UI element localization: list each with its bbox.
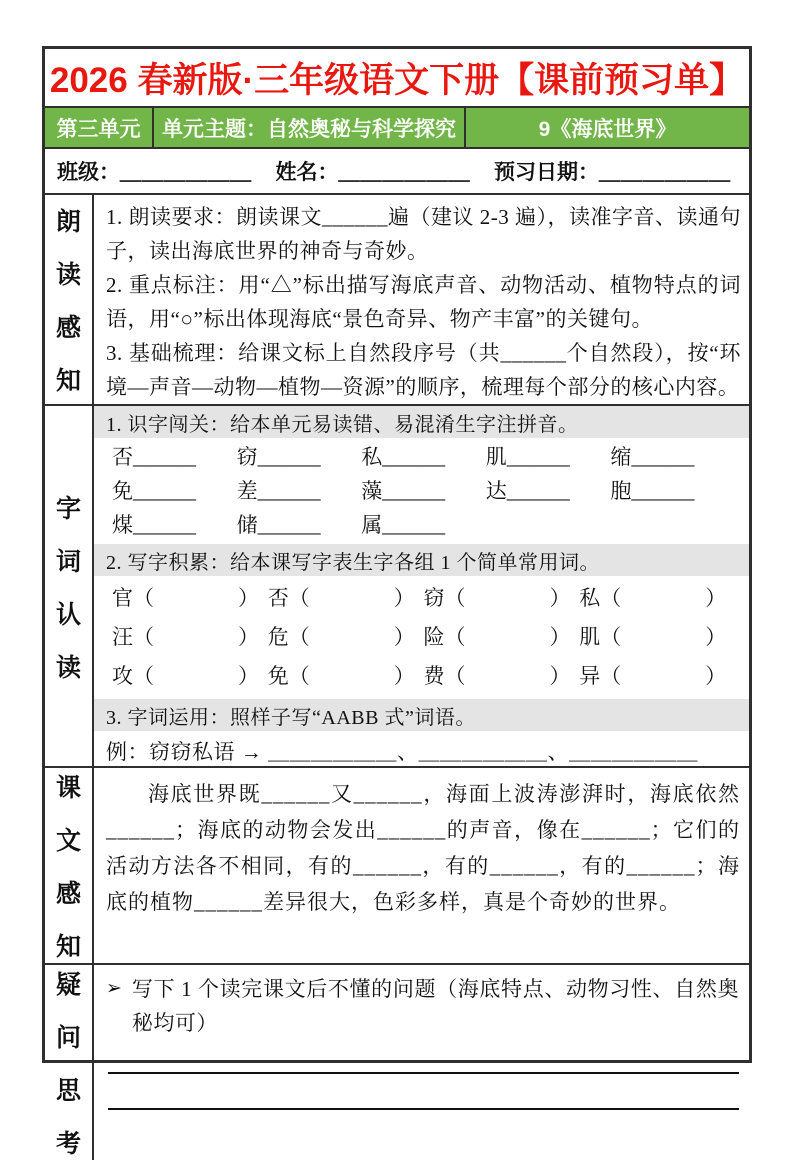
pinyin-item: 煤______ (112, 513, 196, 537)
label-char: 问 (55, 1024, 81, 1052)
lesson-title: 9《海底世界》 (538, 117, 677, 141)
pinyin-item: 属______ (361, 513, 446, 537)
task-band-writing: 2. 写字积累：给本课写字表生字各组 1 个简单常用词。 (94, 544, 749, 576)
section-label-words (45, 406, 94, 766)
word-item: 攻（ ） (112, 664, 259, 688)
pinyin-item: 储______ (236, 513, 321, 537)
name-field (276, 156, 471, 186)
unit-header-bar (45, 106, 749, 149)
name-blank: ＿＿＿＿＿＿ (338, 161, 471, 184)
label-char: 考 (55, 1130, 81, 1158)
pinyin-item: 胞______ (610, 479, 695, 503)
reading-task-2: 2. 重点标注：用“△”标出描写海底声音、动物活动、植物特点的词语，用“○”标出体现海底“景色奇异、物产丰富”的关键句。 (106, 273, 741, 331)
label-char: 知 (55, 367, 81, 395)
question-prompt: 写下 1 个读完课文后不懂的问题（海底特点、动物习性、自然奥秘均可） (131, 977, 739, 1035)
unit-number: 第三单元 (45, 108, 154, 147)
pinyin-item: 否______ (112, 445, 196, 469)
student-info-row (45, 149, 749, 193)
label-char: 朗 (55, 208, 81, 236)
class-field (57, 156, 252, 186)
word-item: 危（ ） (267, 625, 415, 649)
date-blank: ＿＿＿＿＿＿ (599, 161, 731, 184)
label-char: 知 (55, 933, 81, 961)
pinyin-item: 窃______ (236, 445, 321, 469)
section-reading-perception (45, 193, 749, 404)
question-prompt-row (94, 965, 749, 1040)
pinyin-item: 达______ (485, 479, 570, 503)
word-item: 汪（ ） (112, 625, 259, 649)
word-item: 免（ ） (267, 664, 415, 688)
word-item: 否（ ） (267, 586, 415, 610)
unit-theme: 单元主题：自然奥秘与科学探究 (154, 108, 466, 147)
pinyin-grid (94, 438, 749, 544)
pinyin-item-empty (610, 508, 735, 542)
label-char: 认 (55, 600, 81, 629)
page-title: 2026 春新版·三年级语文下册【课前预习单】 (49, 60, 745, 100)
answer-line (108, 1040, 739, 1074)
answer-line (108, 1074, 739, 1110)
label-char: 读 (55, 261, 81, 289)
pinyin-item: 差______ (236, 479, 321, 503)
section-label-question (45, 965, 94, 1160)
arrow-bullet-icon: ➢ (106, 978, 122, 999)
word-item: 私（ ） (579, 586, 727, 610)
word-item: 费（ ） (423, 664, 571, 688)
date-label: 预习日期： (494, 161, 599, 184)
question-area (94, 965, 749, 1160)
word-tasks (94, 406, 749, 766)
label-char: 课 (55, 774, 81, 802)
pinyin-item: 免______ (112, 479, 196, 503)
label-char: 感 (55, 880, 81, 908)
reading-task-1: 1. 朗读要求：朗读课文______遍（建议 2-3 遍），读准字音、读通句子，读出海底世界的神奇与奇妙。 (106, 205, 741, 263)
section-label-reading (45, 195, 94, 404)
task-band-usage: 3. 字词运用：照样子写“AABB 式”词语。 (94, 699, 749, 731)
reading-task-3: 3. 基础梳理：给课文标上自然段序号（共______个自然段），按“环境—声音—动物—植物—资源”的顺序，梳理每个部分的核心内容。 (106, 341, 741, 399)
section-question-thinking (45, 963, 749, 1160)
task-band-pinyin: 1. 识字闯关：给本单元易读错、易混淆生字注拼音。 (94, 406, 749, 438)
label-char: 思 (55, 1077, 81, 1105)
name-label: 姓名： (275, 161, 339, 184)
worksheet (42, 46, 752, 1158)
word-item: 险（ ） (423, 625, 571, 649)
date-field (494, 156, 731, 186)
section-label-text (45, 768, 94, 963)
section-text-perception (45, 766, 749, 963)
pinyin-item: 缩______ (610, 445, 695, 469)
label-char: 疑 (55, 971, 81, 999)
pinyin-item-empty (486, 508, 611, 542)
word-item: 官（ ） (112, 586, 259, 610)
label-char: 文 (55, 827, 81, 855)
cloze-paragraph: 海底世界既______又______，海面上波涛澎湃时，海底依然______；海底的动物会发出______的声音，像在______；它们的活动方法各不相同，有的______，有的______，有的______；海底的植物______差异很大，色彩多样，真是个奇妙的世界。 (106, 782, 740, 914)
section-word-recognition (45, 404, 749, 766)
label-char: 词 (55, 547, 81, 576)
word-grid (94, 576, 749, 699)
class-label: 班级： (57, 161, 120, 184)
word-item: 异（ ） (579, 664, 727, 688)
reading-tasks (94, 195, 749, 404)
pinyin-item: 肌______ (485, 445, 570, 469)
class-blank: ＿＿＿＿＿＿ (120, 161, 252, 184)
label-char: 字 (55, 494, 81, 523)
label-char: 读 (55, 653, 81, 682)
word-item: 肌（ ） (579, 625, 727, 649)
word-item: 窃（ ） (423, 586, 571, 610)
pinyin-item: 私______ (361, 445, 446, 469)
text-summary (94, 768, 749, 963)
pinyin-item: 藻______ (361, 479, 446, 503)
label-char: 感 (55, 314, 81, 342)
aabb-example: 例：窃窃私语 → ＿＿＿＿＿＿、＿＿＿＿＿＿、＿＿＿＿＿＿ (106, 740, 698, 764)
